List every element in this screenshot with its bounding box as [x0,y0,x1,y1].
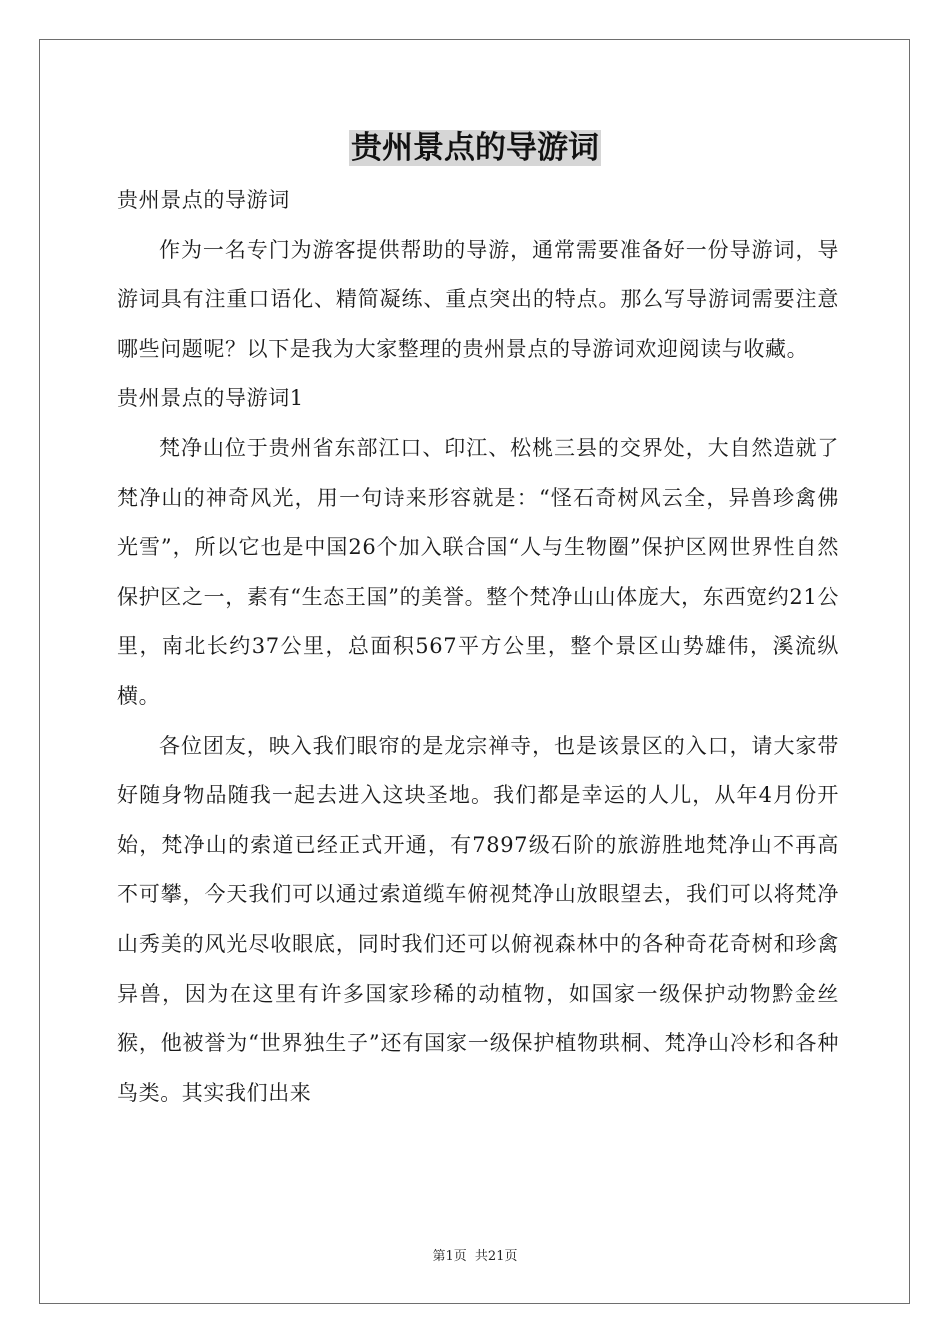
intro-paragraph: 作为一名专门为游客提供帮助的导游，通常需要准备好一份导游词，导游词具有注重口语化、精简凝练、重点突出的特点。那么写导游词需要注意哪些问题呢？以下是我为大家整理的贵州景点的导游词欢迎阅读与收藏。 [117,237,839,361]
document-title-text: 贵州景点的导游词 [351,130,599,166]
document-title [0,126,950,170]
document-body [117,176,839,1118]
page-footer: 第1页 共21页 [432,1249,518,1264]
section-heading: 贵州景点的导游词1 [117,386,304,411]
body-paragraph-1: 梵净山位于贵州省东部江口、印江、松桃三县的交界处，大自然造就了梵净山的神奇风光，用一句诗来形容就是：“怪石奇树风云全，异兽珍禽佛光雪”，所以它也是中国26个加入联合国“人与生物圈”保护区网世界性自然保护区之一，素有“生态王国”的美誉。整个梵净山山体庞大，东西宽约21公里，南北长约37公里，总面积567平方公里，整个景区山势雄伟，溪流纵横。 [117,435,839,708]
body-paragraph-2: 各位团友，映入我们眼帘的是龙宗禅寺，也是该景区的入口，请大家带好随身物品随我一起去进入这块圣地。我们都是幸运的人儿，从年4月份开始，梵净山的索道已经正式开通，有7897级石阶的旅游胜地梵净山不再高不可攀，今天我们可以通过索道缆车俯视梵净山放眼望去，我们可以将梵净山秀美的风光尽收眼底，同时我们还可以俯视森林中的各种奇花奇树和珍禽异兽，因为在这里有许多国家珍稀的动植物，如国家一级保护动物黔金丝猴，他被誉为“世界独生子”还有国家一级保护植物珙桐、梵净山冷杉和各种鸟类。其实我们出来 [117,733,839,1105]
subtitle: 贵州景点的导游词 [117,188,290,212]
